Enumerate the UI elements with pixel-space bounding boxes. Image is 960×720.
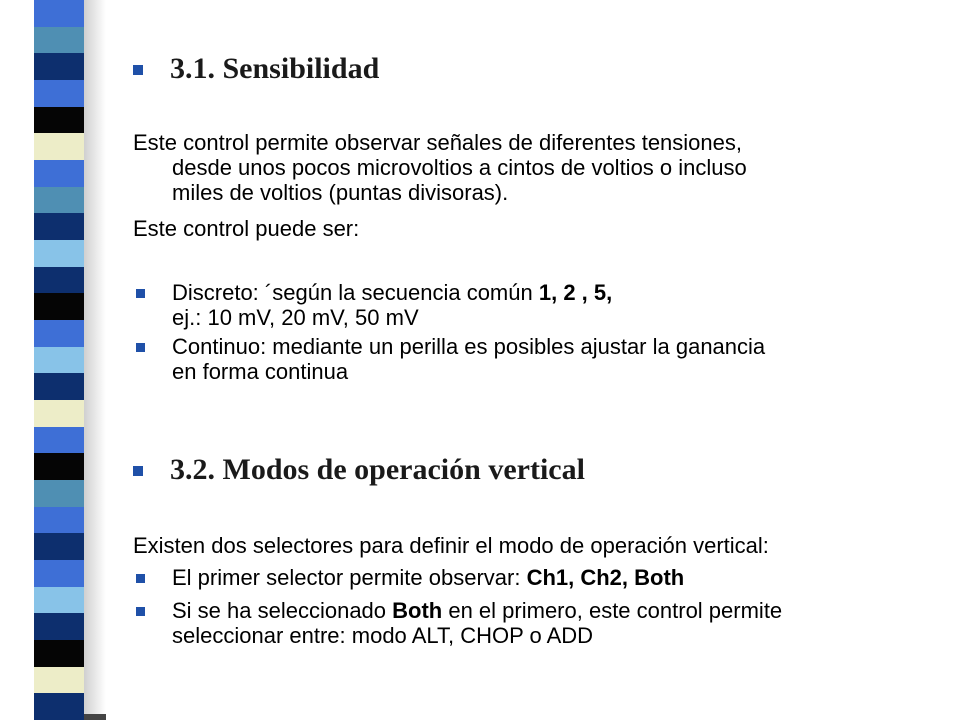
segundo-modes: seleccionar entre: modo ALT, CHOP o ADD bbox=[172, 623, 594, 648]
stripe-segment bbox=[34, 107, 84, 134]
stripe-segment bbox=[34, 693, 84, 720]
control-types-label: Este control puede ser: bbox=[133, 216, 360, 241]
stripe-segment bbox=[34, 213, 84, 240]
stripe-shadow bbox=[84, 0, 106, 720]
stripe-segment bbox=[34, 667, 84, 694]
stripe-segment bbox=[34, 267, 84, 294]
discreto-example: ej.: 10 mV, 20 mV, 50 mV bbox=[172, 305, 419, 330]
bullet-icon bbox=[133, 65, 143, 75]
list-item-discreto bbox=[172, 280, 612, 330]
description-line: Este control permite observar señales de diferentes tensiones, bbox=[133, 130, 742, 155]
discreto-text: Discreto: ´según la secuencia común bbox=[172, 280, 539, 305]
stripe-segment bbox=[34, 240, 84, 267]
stripe-segment bbox=[34, 453, 84, 480]
description-line: miles de voltios (puntas divisoras). bbox=[172, 180, 509, 205]
stripe-segment bbox=[34, 533, 84, 560]
stripe-segment bbox=[34, 187, 84, 214]
stripe-segment bbox=[34, 400, 84, 427]
bullet-icon bbox=[136, 574, 145, 583]
sensibilidad-description bbox=[133, 130, 747, 205]
stripe-segment bbox=[34, 507, 84, 534]
segundo-text: Si se ha seleccionado bbox=[172, 598, 393, 623]
continuo-line: en forma continua bbox=[172, 359, 349, 384]
stripe-segment bbox=[34, 480, 84, 507]
primer-selector-text: El primer selector permite observar: bbox=[172, 565, 527, 590]
stripe-segment bbox=[34, 160, 84, 187]
stripe-segment bbox=[34, 0, 84, 27]
section-heading-modos: 3.2. Modos de operación vertical bbox=[170, 453, 585, 486]
continuo-line: Continuo: mediante un perilla es posibles ajustar la ganancia bbox=[172, 334, 766, 359]
primer-selector-channels: Ch1, Ch2, Both bbox=[526, 565, 685, 590]
bullet-icon bbox=[136, 289, 145, 298]
stripe-segment bbox=[34, 373, 84, 400]
stripe-segment bbox=[34, 293, 84, 320]
decorative-stripe bbox=[34, 0, 84, 720]
stripe-segment bbox=[34, 133, 84, 160]
discreto-sequence: 1, 2 , 5, bbox=[538, 280, 613, 305]
stripe-segment bbox=[34, 53, 84, 80]
bullet-icon bbox=[136, 607, 145, 616]
stripe-foot bbox=[84, 714, 106, 720]
modos-intro: Existen dos selectores para definir el modo de operación vertical: bbox=[133, 533, 769, 558]
stripe-segment bbox=[34, 347, 84, 374]
segundo-text-suffix: en el primero, este control permite bbox=[442, 598, 783, 623]
stripe-segment bbox=[34, 320, 84, 347]
stripe-segment bbox=[34, 80, 84, 107]
bullet-icon bbox=[136, 343, 145, 352]
stripe-segment bbox=[34, 640, 84, 667]
section-heading-sensibilidad: 3.1. Sensibilidad bbox=[170, 52, 380, 85]
stripe-segment bbox=[34, 613, 84, 640]
list-item-segundo-selector bbox=[172, 598, 782, 648]
description-line: desde unos pocos microvoltios a cintos de voltios o incluso bbox=[172, 155, 747, 180]
list-item-primer-selector bbox=[172, 565, 684, 590]
stripe-segment bbox=[34, 560, 84, 587]
list-item-continuo bbox=[172, 334, 765, 384]
stripe-segment bbox=[34, 27, 84, 54]
stripe-segment bbox=[34, 427, 84, 454]
segundo-both: Both bbox=[392, 598, 443, 623]
bullet-icon bbox=[133, 466, 143, 476]
stripe-segment bbox=[34, 587, 84, 614]
